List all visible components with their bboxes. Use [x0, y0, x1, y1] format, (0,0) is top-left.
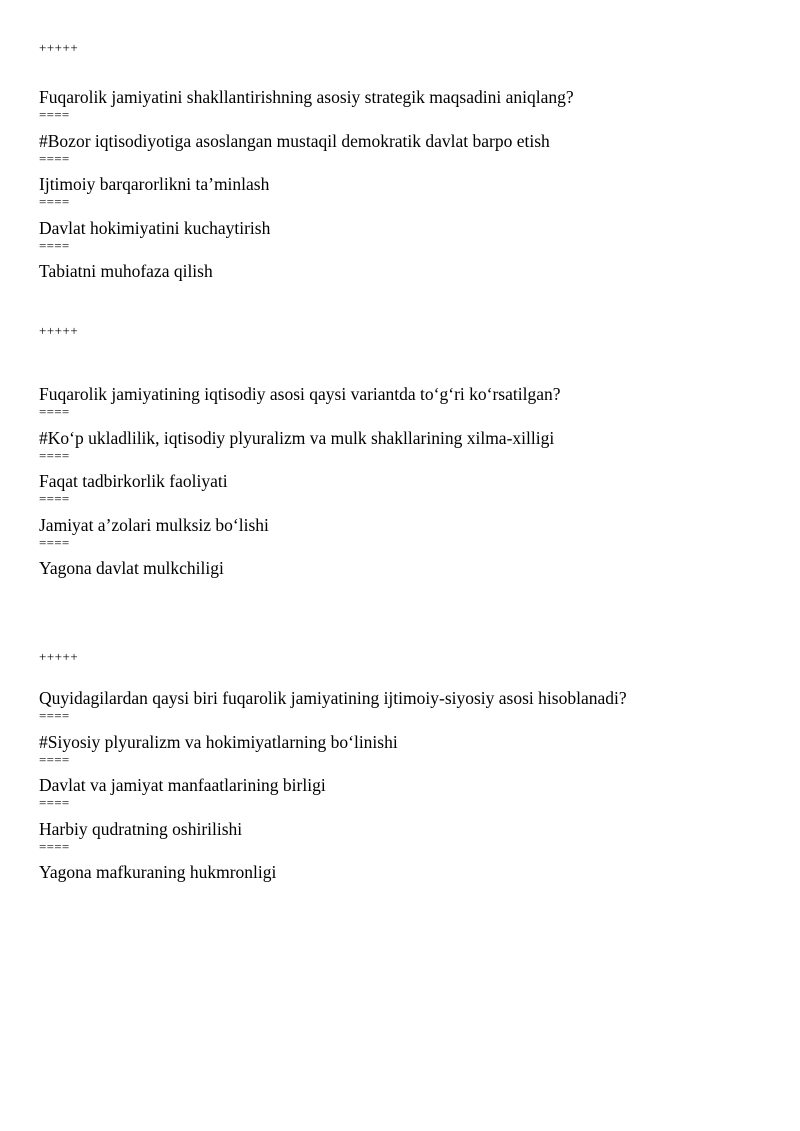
- answer-option-correct: #Bozor iqtisodiyotiga asoslangan mustaqil demokratik davlat barpo etish: [39, 130, 550, 151]
- separator: ====: [39, 404, 70, 419]
- separator: ====: [39, 150, 70, 166]
- question-block-2: [39, 323, 779, 579]
- separator: ====: [39, 751, 70, 767]
- answer-option: Yagona mafkuraning hukmronligi: [39, 862, 277, 882]
- separator: ====: [39, 534, 70, 550]
- separator: ====: [39, 107, 70, 122]
- separator: ====: [39, 795, 70, 810]
- block-marker: +++++: [39, 649, 79, 664]
- answer-option: Ijtimoiy barqarorlikni taʼminlash: [39, 174, 270, 194]
- question-block-1: [39, 40, 779, 282]
- answer-option: Tabiatni muhofaza qilish: [39, 261, 213, 281]
- answer-option-correct: #Siyosiy plyuralizm va hokimiyatlarning boʻlinishi: [39, 731, 398, 752]
- question-block-3: [39, 649, 779, 883]
- question-text: Fuqarolik jamiyatini shakllantirishning asosiy strategik maqsadini aniqlang?: [39, 87, 574, 107]
- separator: ====: [39, 447, 70, 463]
- block-marker: +++++: [39, 40, 79, 55]
- separator: ====: [39, 708, 70, 723]
- block-marker: +++++: [39, 323, 79, 338]
- question-text: Quyidagilardan qaysi biri fuqarolik jamiyatining ijtimoiy-siyosiy asosi hisoblanadi?: [39, 688, 627, 708]
- separator: ====: [39, 237, 70, 253]
- answer-option: Harbiy qudratning oshirilishi: [39, 818, 243, 839]
- answer-option-correct: #Koʻp ukladlilik, iqtisodiy plyuralizm va mulk shakllarining xilma-xilligi: [39, 427, 555, 448]
- question-text: Fuqarolik jamiyatining iqtisodiy asosi qaysi variantda toʻgʻri koʻrsatilgan?: [39, 384, 561, 404]
- answer-option: Davlat va jamiyat manfaatlarining birligi: [39, 775, 326, 795]
- separator: ====: [39, 491, 70, 506]
- answer-option: Jamiyat aʼzolari mulksiz boʻlishi: [39, 514, 269, 535]
- answer-option: Faqat tadbirkorlik faoliyati: [39, 471, 228, 491]
- separator: ====: [39, 838, 70, 854]
- answer-option: Davlat hokimiyatini kuchaytirish: [39, 217, 271, 238]
- separator: ====: [39, 194, 70, 209]
- answer-option: Yagona davlat mulkchiligi: [39, 558, 224, 578]
